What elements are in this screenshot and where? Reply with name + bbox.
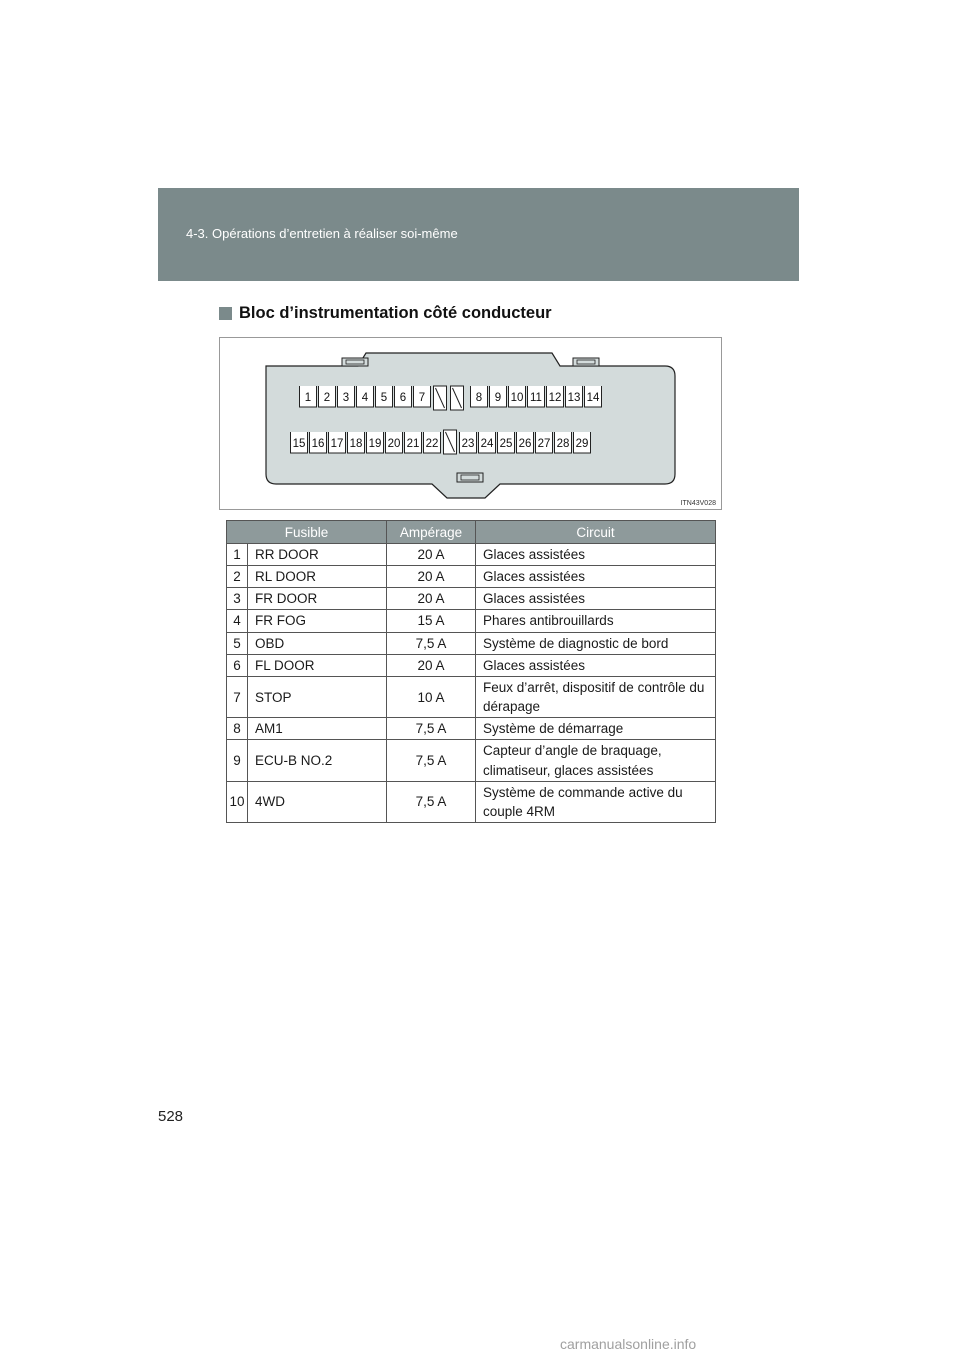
section-header-band xyxy=(158,188,799,281)
fuse-slot-label: 13 xyxy=(567,392,581,404)
fuse-number: 2 xyxy=(227,566,248,588)
fuse-number: 7 xyxy=(227,676,248,717)
watermark: carmanualsonline.info xyxy=(560,1336,697,1352)
fuse-amperage: 20 A xyxy=(387,654,476,676)
fuse-amperage: 15 A xyxy=(387,610,476,632)
fuse-circuit: Phares antibrouillards xyxy=(476,610,716,632)
fuse-slot-label: 14 xyxy=(586,392,600,404)
fuse-slot-label: 22 xyxy=(425,438,439,450)
table-row xyxy=(227,740,716,781)
fuse-circuit: Glaces assistées xyxy=(476,544,716,566)
table-row xyxy=(227,718,716,740)
fuse-slot-label: 4 xyxy=(361,392,369,404)
fuse-slot-label: 18 xyxy=(349,438,363,450)
table-row xyxy=(227,676,716,717)
fuse-slot-label: 27 xyxy=(537,438,551,450)
heading-text: Bloc d’instrumentation côté conducteur xyxy=(239,304,552,322)
fuse-number: 5 xyxy=(227,632,248,654)
fuse-amperage: 20 A xyxy=(387,566,476,588)
fuse-slot-label: 5 xyxy=(380,392,388,404)
fuse-slot-label: 25 xyxy=(499,438,513,450)
fuse-slot-label: 2 xyxy=(323,392,331,404)
fuse-slot-label: 9 xyxy=(494,392,502,404)
fuse-name: RR DOOR xyxy=(248,544,387,566)
fuse-slot-label: 19 xyxy=(368,438,382,450)
fuse-circuit: Capteur d’angle de braquage, climatiseur, glaces assistées xyxy=(476,740,716,781)
fuse-slot-label: 7 xyxy=(418,392,426,404)
fuse-slot-label: 28 xyxy=(556,438,570,450)
fuse-amperage: 7,5 A xyxy=(387,632,476,654)
page-number: 528 xyxy=(158,1108,184,1125)
fuse-number: 6 xyxy=(227,654,248,676)
fuse-slot-label: 24 xyxy=(480,438,494,450)
fuse-slot-label: 26 xyxy=(518,438,532,450)
fuse-circuit: Glaces assistées xyxy=(476,566,716,588)
fuse-slot-label: 8 xyxy=(475,392,483,404)
fuse-row-2 xyxy=(291,432,591,453)
fuse-amperage: 20 A xyxy=(387,588,476,610)
fuse-slot-label: 12 xyxy=(548,392,562,404)
fuse-amperage: 7,5 A xyxy=(387,781,476,822)
fuse-name: OBD xyxy=(248,632,387,654)
fuse-name: 4WD xyxy=(248,781,387,822)
fuse-table xyxy=(226,520,716,823)
fuse-circuit: Feux d’arrêt, dispositif de contrôle du dérapage xyxy=(476,676,716,717)
heading-square-icon xyxy=(219,307,232,320)
header-fusible: Fusible xyxy=(227,521,387,544)
fuse-name: FR DOOR xyxy=(248,588,387,610)
fuse-circuit: Système de diagnostic de bord xyxy=(476,632,716,654)
fuse-circuit: Système de commande active du couple 4RM xyxy=(476,781,716,822)
fuse-box-diagram xyxy=(219,337,722,510)
table-row xyxy=(227,654,716,676)
figure-code: ITN43V028 xyxy=(680,500,716,507)
table-row xyxy=(227,632,716,654)
header-circuit: Circuit xyxy=(476,521,716,544)
header-amperage: Ampérage xyxy=(387,521,476,544)
fuse-number: 4 xyxy=(227,610,248,632)
fuse-box-body xyxy=(266,353,675,498)
table-row xyxy=(227,544,716,566)
fuse-name: FR FOG xyxy=(248,610,387,632)
fuse-number: 3 xyxy=(227,588,248,610)
fuse-slot-label: 21 xyxy=(406,438,420,450)
fuse-name: STOP xyxy=(248,676,387,717)
fuse-slot-label: 20 xyxy=(387,438,401,450)
fuse-slot-label: 6 xyxy=(399,392,407,404)
fuse-circuit: Glaces assistées xyxy=(476,588,716,610)
fuse-amperage: 7,5 A xyxy=(387,740,476,781)
fuse-number: 9 xyxy=(227,740,248,781)
table-row xyxy=(227,610,716,632)
fuse-slot-label: 29 xyxy=(575,438,589,450)
section-heading xyxy=(219,304,552,323)
fuse-number: 8 xyxy=(227,718,248,740)
fuse-slot-label: 1 xyxy=(304,392,312,404)
fuse-name: AM1 xyxy=(248,718,387,740)
table-row xyxy=(227,781,716,822)
fuse-amperage: 20 A xyxy=(387,544,476,566)
fuse-slot-label: 23 xyxy=(461,438,475,450)
table-row xyxy=(227,566,716,588)
fuse-slot-label: 3 xyxy=(342,392,350,404)
fuse-box-drawing xyxy=(220,338,723,511)
table-row xyxy=(227,588,716,610)
table-header-row xyxy=(227,521,716,544)
fuse-name: FL DOOR xyxy=(248,654,387,676)
section-title: 4-3. Opérations d’entretien à réaliser soi-même xyxy=(186,226,458,241)
fuse-slot-label: 15 xyxy=(292,438,306,450)
fuse-slot-label: 10 xyxy=(510,392,524,404)
fuse-slot-label: 16 xyxy=(311,438,325,450)
fuse-circuit: Système de démarrage xyxy=(476,718,716,740)
fuse-slot-label: 17 xyxy=(330,438,344,450)
fuse-number: 1 xyxy=(227,544,248,566)
fuse-circuit: Glaces assistées xyxy=(476,654,716,676)
fuse-amperage: 7,5 A xyxy=(387,718,476,740)
fuse-amperage: 10 A xyxy=(387,676,476,717)
fuse-name: RL DOOR xyxy=(248,566,387,588)
fuse-name: ECU-B NO.2 xyxy=(248,740,387,781)
fuse-number: 10 xyxy=(227,781,248,822)
fuse-slot-label: 11 xyxy=(530,392,542,404)
